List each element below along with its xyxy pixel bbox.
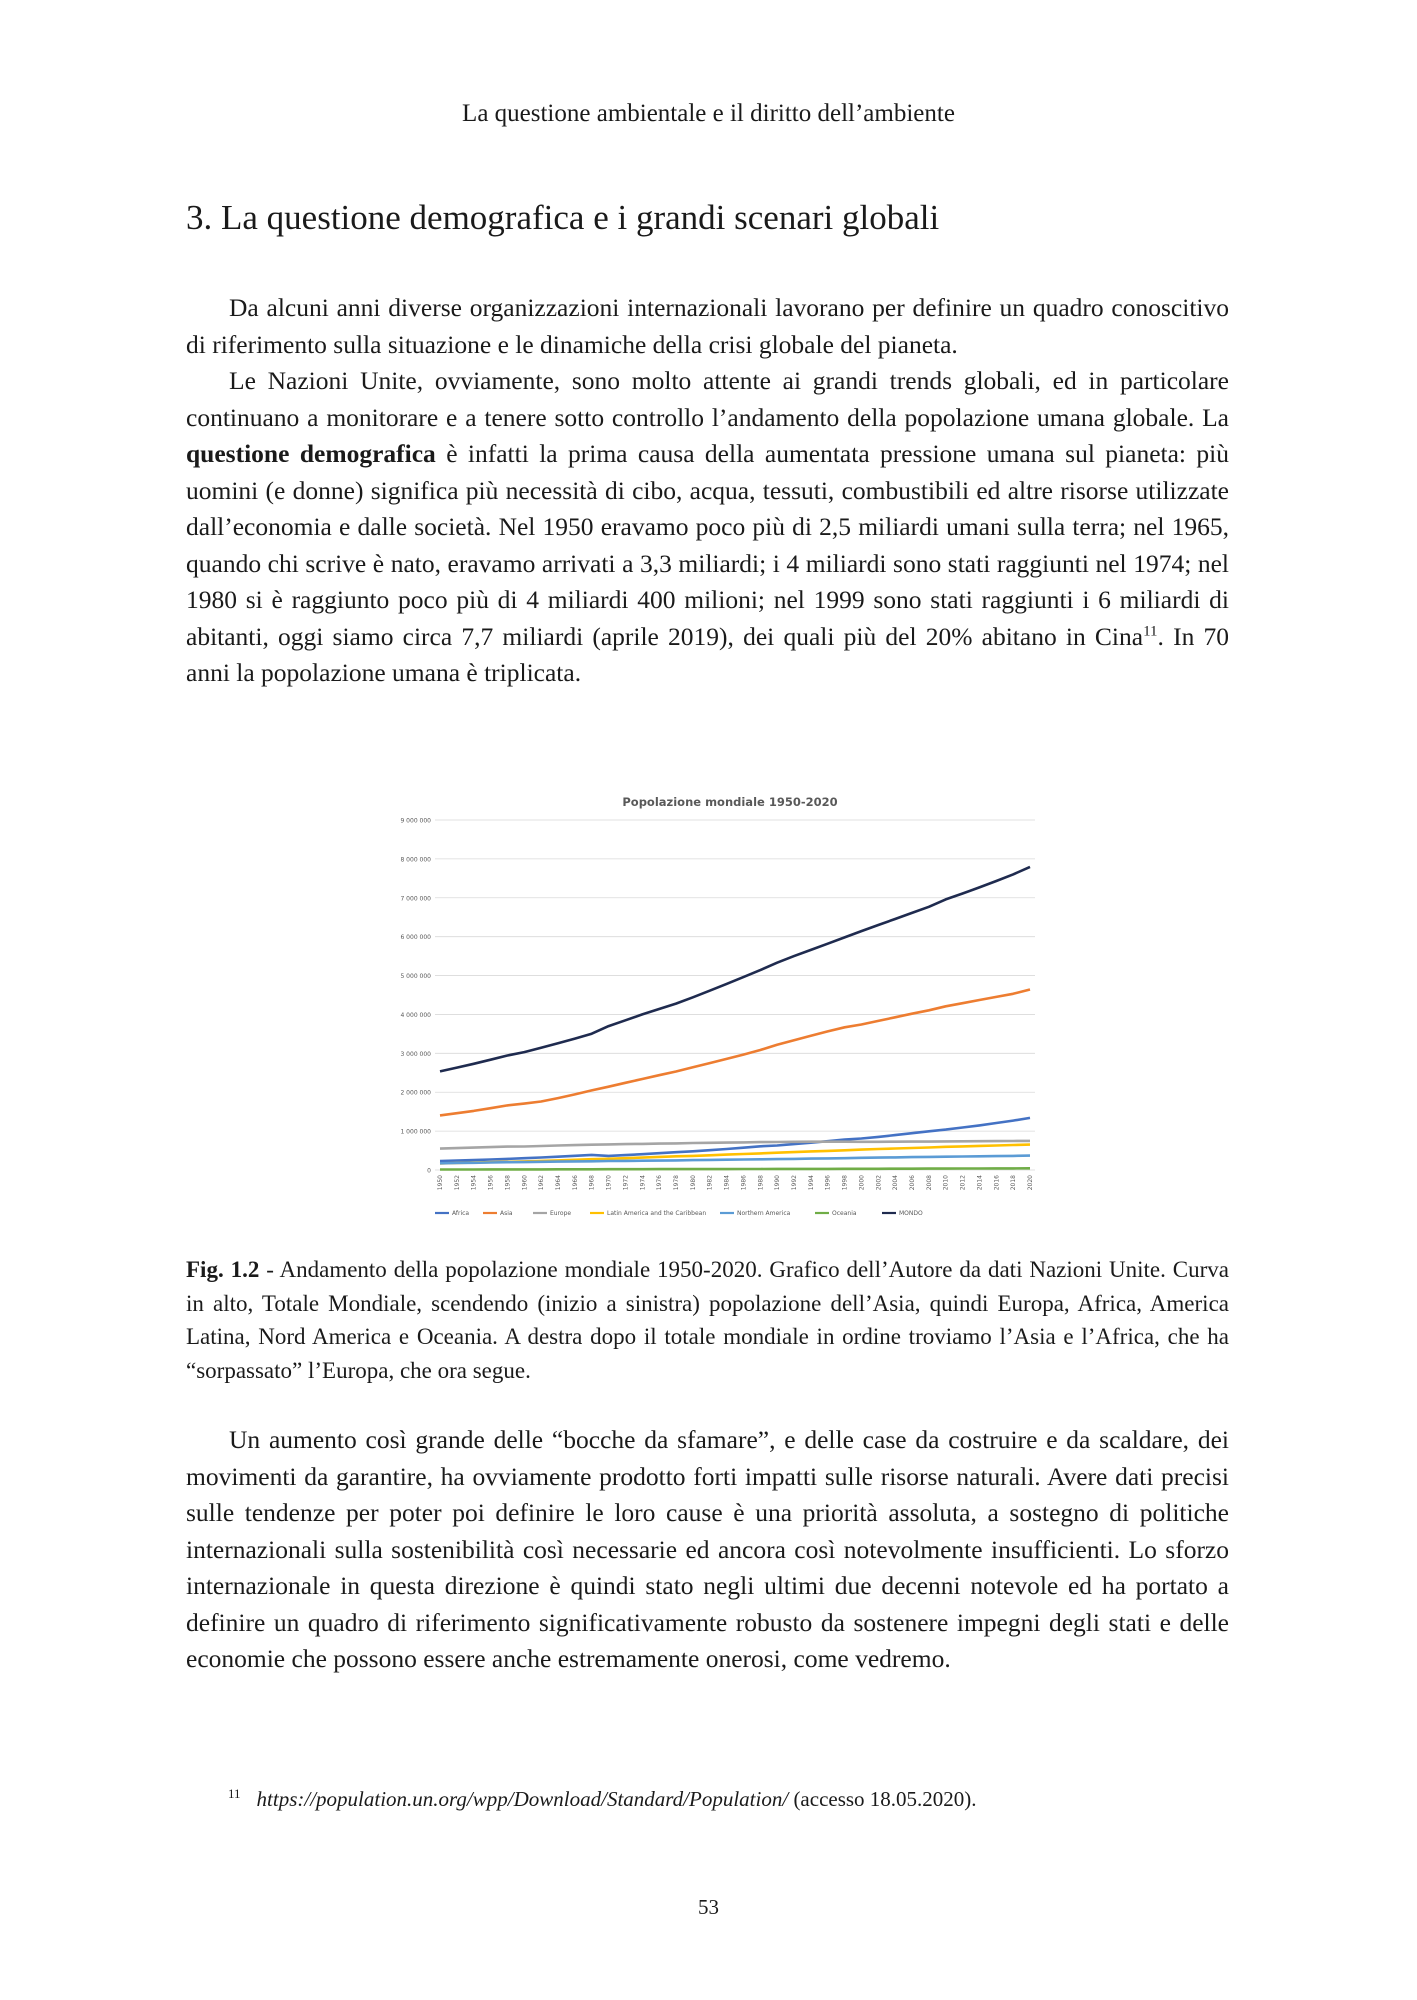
x-tick-label: 2014 [976,1175,984,1191]
paragraph-2-text-c: . In 70 anni la popolazione umana è triplicata. [186,621,1229,687]
y-tick-label: 1 000 000 [400,1128,431,1136]
x-tick-label: 1956 [487,1175,495,1191]
paragraph-3: Un aumento così grande delle “bocche da sfamare”, e delle case da costruire e da scaldare, dei movimenti da garantire, ha ovviamente prodotto forti impatti sulle risorse naturali. Avere dati precisi sulle tendenze per poter poi definire le loro cause è una priorità assoluta, a sostegno di politiche internazionali sulla sostenibilità così necessarie ed ancora così notevolmente insufficienti. Lo sforzo internazionale in questa direzione è quindi stato negli ultimi due decenni notevole ed ha portato a definire un quadro di riferimento significativamente robusto da sostenere impegni degli stati e delle economie che possono essere anche estremamente onerosi, come vedremo. [186,1425,1229,1673]
population-line-chart [395,775,1050,1225]
legend-label: Oceania [832,1210,857,1217]
x-tick-label: 1970 [605,1175,613,1191]
x-tick-label: 1998 [841,1175,849,1191]
footnote-link[interactable]: https://population.un.org/wpp/Download/Standard/Population/ [256,1787,789,1811]
x-tick-label: 2016 [993,1175,1001,1191]
bold-term: questione demografica [186,439,436,468]
x-tick-label: 1986 [740,1175,748,1191]
x-tick-label: 2000 [858,1175,866,1191]
x-tick-label: 1958 [504,1175,512,1191]
x-tick-label: 1966 [571,1175,579,1191]
x-tick-label: 1994 [807,1175,815,1191]
caption-text: - Andamento della popolazione mondiale 1950-2020. Grafico dell’Autore da dati Nazioni Unite. Curva in alto, Totale Mondiale, scendendo (inizio a sinistra) popolazione dell’Asia, quindi Europa, Africa, America Latina, Nord America e Oceania. A destra dopo il totale mondiale in ordine troviamo l’Asia e l’Africa, che ha “sorpassato” l’Europa, che ora segue. [186,1257,1229,1383]
legend-label: Asia [500,1210,513,1217]
figure-chart [395,775,1050,1225]
x-tick-label: 1964 [555,1175,562,1191]
running-head: La questione ambientale e il diritto dell’ambiente [462,100,955,127]
x-tick-label: 1996 [824,1175,832,1191]
x-axis-ticks [437,1175,1034,1190]
x-tick-label: 2004 [892,1175,900,1191]
page-number: 53 [698,1895,719,1919]
y-tick-label: 4 000 000 [400,1011,431,1019]
footnote [228,1787,977,1812]
x-tick-label: 1952 [453,1175,461,1191]
x-tick-label: 1968 [588,1175,596,1191]
x-tick-label: 2020 [1027,1175,1034,1191]
footnote-reference[interactable]: 11 [1143,623,1158,639]
series-lines [440,867,1030,1170]
x-tick-label: 1982 [706,1175,714,1191]
gridlines [435,820,1035,1170]
body-text-bottom [186,1422,1229,1678]
body-text-top [186,290,1229,692]
paragraph-2-text-a: Le Nazioni Unite, ovviamente, sono molto attente ai grandi trends globali, ed in particolare continuano a monitorare e a tenere sotto controllo l’andamento della popolazione umana globale. La [186,366,1229,432]
y-tick-label: 3 000 000 [400,1050,431,1058]
x-tick-label: 1960 [521,1175,529,1191]
y-tick-label: 8 000 000 [400,856,431,864]
x-tick-label: 1976 [656,1175,664,1191]
paragraph-1: Da alcuni anni diverse organizzazioni internazionali lavorano per definire un quadro conoscitivo di riferimento sulla situazione e le dinamiche della crisi globale del pianeta. [186,293,1229,359]
x-tick-label: 1992 [791,1175,798,1191]
y-tick-label: 5 000 000 [400,973,431,981]
chart-title: Popolazione mondiale 1950-2020 [622,795,838,809]
x-tick-label: 2006 [909,1175,916,1191]
legend-label: Latin America and the Caribbean [607,1210,707,1217]
x-tick-label: 2002 [875,1175,883,1191]
legend-label: Northern America [737,1210,791,1217]
series-line-oceania [440,1168,1030,1169]
footnote-text: (accesso 18.05.2020). [788,1787,977,1811]
y-tick-label: 6 000 000 [400,934,431,942]
paragraph-2 [186,363,1229,692]
x-tick-label: 1974 [639,1175,647,1191]
x-tick-label: 1978 [673,1175,680,1191]
y-tick-label: 0 [427,1167,431,1175]
x-tick-label: 2012 [959,1175,967,1191]
caption-label: Fig. 1.2 [186,1257,260,1282]
section-title: 3. La questione demografica e i grandi scenari globali [186,198,940,237]
legend-label: Africa [452,1210,470,1217]
chart-legend [435,1210,923,1217]
legend-label: Europe [550,1210,572,1217]
x-tick-label: 1950 [437,1175,444,1191]
x-tick-label: 1980 [689,1175,697,1191]
x-tick-label: 1972 [622,1175,630,1191]
x-tick-label: 2008 [925,1175,933,1191]
y-tick-label: 7 000 000 [400,895,431,903]
x-tick-label: 1954 [470,1175,478,1191]
y-tick-label: 9 000 000 [400,817,431,825]
figure-caption [186,1253,1229,1387]
x-tick-label: 1962 [538,1175,546,1191]
paragraph-2-text-b: è infatti la prima causa della aumentata pressione umana sul pianeta: più uomini (e donne) significa più necessità di cibo, acqua, tessuti, combustibili ed altre risorse utilizzate dall’economia e dalle società. Nel 1950 eravamo poco più di 2,5 miliardi umani sulla terra; nel 1965, quando chi scrive è nato, eravamo arrivati a 3,3 miliardi; i 4 miliardi sono stati raggiunti nel 1974; nel 1980 si è raggiunto poco più di 4 miliardi 400 milioni; nel 1999 sono stati raggiunti i 6 miliardi di abitanti, oggi siamo circa 7,7 miliardi (aprile 2019), dei quali più del 20% abitano in Cina [186,439,1229,651]
legend-label: MONDO [899,1210,923,1217]
y-tick-label: 2 000 000 [400,1089,431,1097]
x-tick-label: 1988 [757,1175,765,1191]
footnote-mark: 11 [228,1786,241,1801]
x-tick-label: 1984 [723,1175,731,1191]
x-tick-label: 2010 [942,1175,950,1191]
x-tick-label: 2018 [1010,1175,1018,1191]
x-tick-label: 1990 [774,1175,782,1191]
y-axis-ticks [400,818,431,1175]
series-line-asia [440,990,1030,1116]
